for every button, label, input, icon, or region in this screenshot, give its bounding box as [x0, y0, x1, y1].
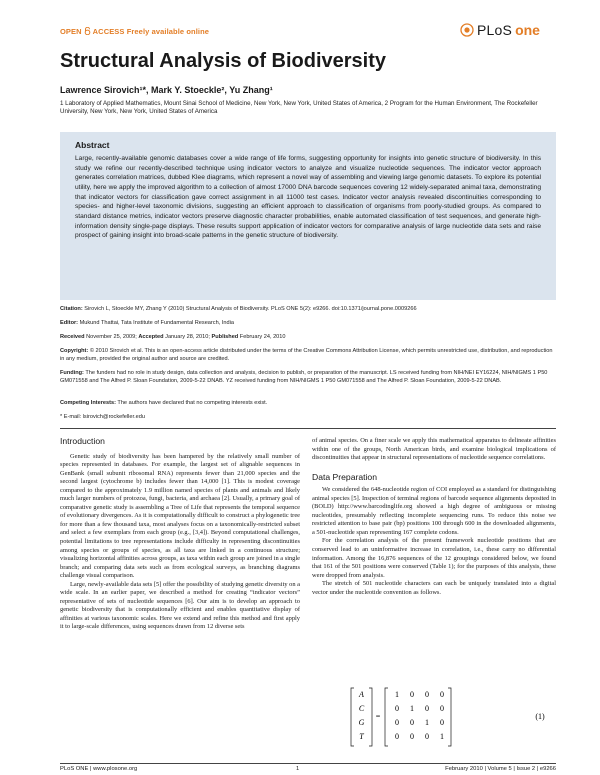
- competing-interests-line: [60, 400, 556, 408]
- published-label: Published: [211, 334, 239, 340]
- author-list: Lawrence Sirovich¹*, Mark Y. Stoeckle², Yu Zhang¹: [60, 85, 273, 95]
- matrix-cell: 0: [410, 718, 414, 727]
- introduction-heading: Introduction: [60, 436, 105, 446]
- matrix-cell: 1: [410, 704, 414, 713]
- intro-paragraph-1: Genetic study of biodiversity has been hampered by the relatively small number of species represented in databases. For example, the largest set of alignable sequences in GenBank (small subunit ribosomal RNA) represents fewer than 21,000 species and the second largest (cytochrome b) includes fewer than 14,000 [1]. This is modest coverage compared to the approximately 1.9 million named species of plants and animals and likely much larger numbers of protozoa, fungi, bacteria, and archaea [2]. Usually, a primary goal of comparative genetic study is assembling a Tree of Life that represents the temporal sequence of evolutionary divergences. As it is computationally difficult to construct a phylogenetic tree for more than a few thousand taxa, most analyses focus on a taxonomically-restricted subset and select a few exemplars from each group (e.g., [3,4]). Beyond computational challenges, potential limitations to tree representations include difficulty in representing discontinuities among species or groups of species, as all taxa are linked in a continuous structure; visualizing horizontal affinities across groups, as taxa within each group are joined in a single branch; and comparing data sets such as from ecological surveys, as branching diagrams challenge visual comparison.: [60, 452, 300, 580]
- citation-text: Sirovich L, Stoeckle MY, Zhang Y (2010) Structural Analysis of Biodiversity. PLoS ONE 5(2): e9266. doi:10.1371/journal.pone.0009266: [84, 306, 417, 312]
- abstract-heading: Abstract: [75, 140, 110, 150]
- matrix-cell: 0: [410, 690, 414, 699]
- vector-c: C: [358, 704, 365, 713]
- matrix-cell: 0: [440, 704, 444, 713]
- data-prep-paragraph-2: For the correlation analysis of the present framework nucleotide positions that are conserved lead to an uninformative increase in correlation, i.e., these carry no differential information. Among the 16,876 sequences of the 12 groupings considered below, we found that 161 of the 501 positions were conserved (Table 1); for the purposes of this analysis, these were dropped from analysis.: [312, 537, 556, 579]
- abstract-text: Large, recently-available genomic databases cover a wide range of life forms, suggesting opportunity for insights into genetic structure of biodiversity. In this study we refine our recently-described technique using indicator vectors to analyze and visualize nucleotide sequences. The indicator vector approach generates correlation matrices, dubbed Klee diagrams, which represent a novel way of assembling and viewing large genomic datasets. To explore its potential utility, here we apply the improved algorithm to a collection of almost 17000 DNA barcode sequences covering 12 widely-separated animal taxa, demonstrating that indicator vectors for classification gave correct assignment in all 11000 test cases. Indicator vector analysis revealed discontinuities corresponding to species- and higher-level taxonomic divisions, suggesting an efficient approach to classification of organisms from poorly-studied groups. As compared to standard distance metrics, indicator vectors preserve diagnostic character probabilities, enable automated classification of test sequences, and generate high-information density single-page displays. These results support application of indicator vectors for comparative analysis of large nucleotide data sets and raise prospect of gaining insight into broad-scale patterns in the genetic structure of biodiversity.: [75, 155, 541, 240]
- right-column: [312, 437, 556, 597]
- matrix-cell: 0: [395, 704, 399, 713]
- received-label: Received: [60, 334, 85, 340]
- article-title: Structural Analysis of Biodiversity: [60, 50, 387, 72]
- data-prep-paragraph-1: We considered the 648-nucleotide region of COI employed as a standard for distinguishing animal species [5]. Inspection of terminal regions of barcode sequence alignments deposited in (BOLD) http://www.barcodinglife.org showed a high degree of ambiguous or missing nucleotides, presumably reflecting incomplete sequencing runs. To reduce this noise we restricted attention to base pair (bp) positions 100 through 600 in the downloaded alignments, a 501-nucleotide span representing 167 complete codons.: [312, 486, 556, 536]
- matrix-cell: 0: [425, 690, 429, 699]
- matrix-cell: 0: [425, 732, 429, 741]
- open-access-banner: [60, 27, 209, 36]
- matrix-cell: 0: [425, 704, 429, 713]
- divider: [60, 428, 556, 429]
- funding-line: [60, 370, 556, 385]
- vector-a: A: [359, 690, 364, 699]
- editor-label: Editor:: [60, 320, 79, 326]
- accepted-date: January 28, 2010;: [165, 334, 210, 340]
- funding-label: Funding:: [60, 370, 84, 376]
- citation-line: [60, 306, 556, 314]
- matrix-cell: 1: [425, 718, 429, 727]
- corresponding-email: * E-mail: lsirovich@rockefeller.edu: [60, 414, 145, 420]
- citation-label: Citation:: [60, 306, 83, 312]
- data-prep-paragraph-3: The stretch of 501 nucleotide characters can each be uniquely translated into a digital vector under the nucleotide convention as follows.: [312, 580, 556, 596]
- open-lock-icon: [84, 27, 91, 35]
- vector-g: G: [358, 718, 365, 727]
- open-access-suffix: ACCESS Freely available online: [92, 27, 210, 36]
- copyright-line: [60, 348, 556, 363]
- published-date: February 24, 2010: [239, 334, 286, 340]
- logo-plos-text: PLoS: [477, 22, 513, 38]
- matrix-cell: 0: [440, 690, 444, 699]
- intro-paragraph-continued: of animal species. On a finer scale we apply this mathematical apparatus to delineate affinities within one of the groups, North American birds, and examine biological implications of discontinuities that appear in structural representations of nucleotide sequence correlations.: [312, 437, 556, 462]
- competing-label: Competing Interests:: [60, 400, 116, 406]
- data-preparation-heading: Data Preparation: [312, 471, 377, 482]
- matrix-cell: 0: [410, 732, 414, 741]
- received-date: November 25, 2009;: [86, 334, 137, 340]
- affiliations: 1 Laboratory of Applied Mathematics, Mount Sinai School of Medicine, New York, New York, United States of America, 2 Program for the Human Environment, The Rockefeller University, New York, New York, United States of America: [60, 100, 538, 116]
- matrix-cell: 0: [395, 718, 399, 727]
- competing-text: The authors have declared that no competing interests exist.: [117, 400, 268, 406]
- left-column: [60, 437, 300, 632]
- matrix-cell: 0: [440, 718, 444, 727]
- dates-line: [60, 334, 556, 342]
- equals-sign: =: [375, 712, 381, 721]
- accepted-label: Accepted: [138, 334, 164, 340]
- copyright-text: © 2010 Sirovich et al. This is an open-access article distributed under the terms of the Creative Commons Attribution License, which permits unrestricted use, distribution, and reproduction in any medium, provided the original author and source are credited.: [60, 348, 553, 362]
- equation-1: [350, 686, 550, 748]
- footer-journal: PLoS ONE | www.plosone.org: [60, 766, 138, 772]
- footer-page-number: 1: [296, 766, 300, 772]
- matrix-cell: 0: [395, 732, 399, 741]
- open-access-prefix: OPEN: [60, 27, 82, 36]
- editor-line: [60, 320, 556, 328]
- footer-issue: February 2010 | Volume 5 | Issue 2 | e9266: [445, 766, 556, 772]
- plos-logo-icon: [460, 23, 474, 37]
- abstract-box: [60, 132, 556, 300]
- intro-paragraph-2: Large, newly-available data sets [5] offer the possibility of studying genetic diversity on a wide scale. In an earlier paper, we described a method for creating “indicator vectors” representative of sets of nucleotide sequences [6]. Our aim is to develop an approach to genetic biodiversity that is computationally efficient and enables quantitative display of affinities at various taxonomic scales. Here we extend and refine this method and first apply it to large-scale differences, using sequences drawn from 12 diverse sets: [60, 580, 300, 631]
- logo-one-text: one: [515, 22, 540, 38]
- matrix-cell: 1: [440, 732, 444, 741]
- journal-logo: [460, 21, 540, 39]
- equation-number: (1): [535, 712, 545, 721]
- funding-text: The funders had no role in study design, data collection and analysis, decision to publish, or preparation of the manuscript. LS received funding from NIH/NEI EY16224, NIH/NIGMS 1 P50 GM071558 and The Alfred P. Sloan Foundation, 2009-5-22 DNAB. YZ received funding from NIH/NIGMS 1 P50 GM071558 and The Alfred P. Sloan Foundation, 2009-5-22 DNAB.: [60, 370, 548, 384]
- matrix-cell: 1: [395, 690, 399, 699]
- footer-divider: [60, 763, 556, 764]
- copyright-label: Copyright:: [60, 348, 89, 354]
- editor-text: Mukund Thattai, Tata Institute of Fundamental Research, India: [79, 320, 234, 326]
- vector-t: T: [359, 732, 364, 741]
